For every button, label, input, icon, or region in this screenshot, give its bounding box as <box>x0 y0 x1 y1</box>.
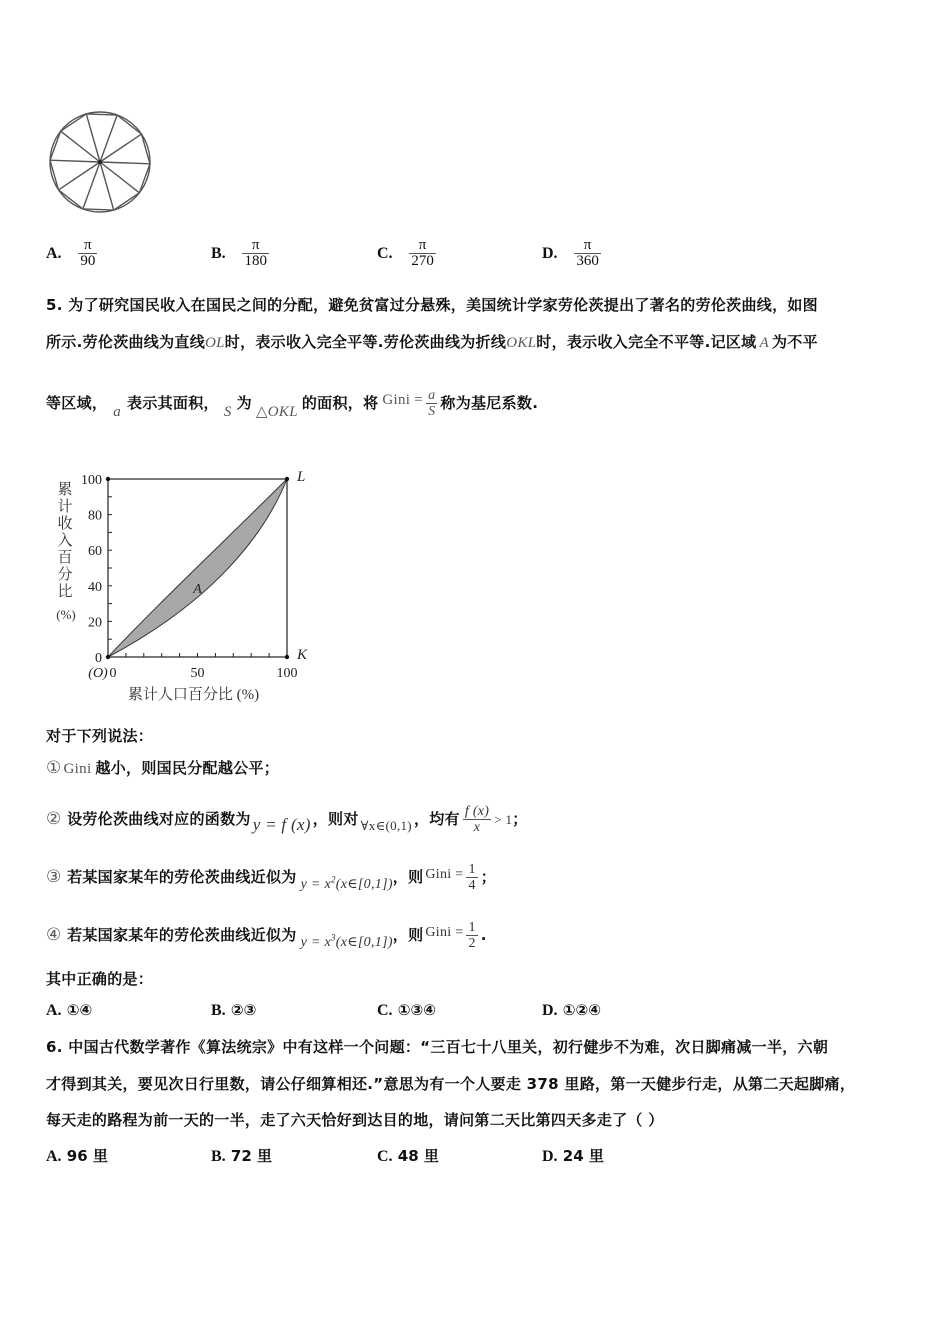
svg-text:收: 收 <box>57 516 73 532</box>
svg-text:100: 100 <box>81 473 102 488</box>
q5-option-a[interactable]: A. ①④ <box>46 1001 93 1019</box>
circle-figure <box>46 108 156 218</box>
gini-fraction: $\frac{a}{S}$ <box>428 388 436 419</box>
q6-line-3: 每天走的路程为前一天的一半，走了六天恰好到达目的地，请问第二天比第四天多走了（ ） <box>46 1111 664 1129</box>
svg-text:20: 20 <box>88 615 102 631</box>
q5-option-d[interactable]: D. ①②④ <box>542 1001 601 1019</box>
svg-text:累: 累 <box>57 482 73 498</box>
fraction: $\frac{\pi}{90}$ <box>80 237 96 269</box>
q4-option-c[interactable]: C. $\frac{\pi}{270}$ <box>377 237 434 269</box>
svg-text:60: 60 <box>88 544 102 560</box>
fraction: $\frac{\pi}{270}$ <box>411 237 434 269</box>
fraction: $\frac{1}{4}$ <box>468 862 476 893</box>
svg-text:分: 分 <box>57 567 73 583</box>
svg-text:100: 100 <box>276 666 298 681</box>
q4-option-b[interactable]: B. $\frac{\pi}{180}$ <box>211 237 267 269</box>
q5-prompt: 对于下列说法： <box>46 727 154 745</box>
svg-text:累计人口百分比 (%): 累计人口百分比 (%) <box>127 687 260 703</box>
q6-option-b[interactable]: B. 72 里 <box>211 1147 273 1165</box>
svg-text:L: L <box>297 469 306 485</box>
statement-3: ③ 若某国家某年的劳伦茨曲线近似为 $y = x^2(x\in[0,1])$，则 Gini = $\frac{1}{4}$ ； <box>46 862 497 893</box>
q6-option-c[interactable]: C. 48 里 <box>377 1147 439 1165</box>
svg-text:计: 计 <box>57 499 73 515</box>
svg-text:入: 入 <box>57 533 73 549</box>
fraction: $\frac{\pi}{180}$ <box>244 237 267 269</box>
statement-4: ④ 若某国家某年的劳伦茨曲线近似为 $y = x^3(x\in[0,1])$，则 Gini = $\frac{1}{2}$ . <box>46 920 487 951</box>
svg-text:50: 50 <box>190 666 205 681</box>
q4-option-d[interactable]: D. $\frac{\pi}{360}$ <box>542 237 599 269</box>
q5-line-1: 5. 为了研究国民收入在国民之间的分配，避免贫富过分悬殊，美国统计学家劳伦茨提出了著名的劳伦茨曲线，如图 <box>46 296 818 314</box>
fraction: $\frac{\pi}{360}$ <box>576 237 599 269</box>
q5-line-2: 所示.劳伦茨曲线为直线OL时，表示收入完全平等.劳伦茨曲线为折线OKL时，表示收入完全不平等.记区域 A 为不平 <box>46 333 818 351</box>
q5-line-3: 等区域， a 表示其面积， S 为 △OKL 的面积，将 Gini = $\frac{a}{S}$ 称为基尼系数. <box>46 388 539 420</box>
svg-text:A: A <box>193 581 202 597</box>
svg-text:(O): (O) <box>88 666 108 681</box>
fraction: $\frac{1}{2}$ <box>468 920 476 951</box>
svg-text:0: 0 <box>95 651 102 666</box>
q6-option-d[interactable]: D. 24 里 <box>542 1147 604 1165</box>
q6-line-1: 6. 中国古代数学著作《算法统宗》中有这样一个问题：“三百七十八里关，初行健步不为难，次日脚痛减一半，六朝 <box>46 1038 829 1056</box>
svg-text:40: 40 <box>88 579 102 595</box>
svg-text:百: 百 <box>57 550 73 566</box>
svg-text:比: 比 <box>57 584 73 600</box>
svg-text:0: 0 <box>109 666 117 681</box>
svg-text:K: K <box>297 647 308 663</box>
q4-option-a[interactable]: A. $\frac{\pi}{90}$ <box>46 237 96 269</box>
q5-option-b[interactable]: B. ②③ <box>211 1001 257 1019</box>
q6-line-2: 才得到其关，要见次日行里数，请公仔细算相还.”意思为有一个人要走 378 里路，第一天健步行走，从第二天起脚痛， <box>46 1075 856 1093</box>
q5-option-c[interactable]: C. ①③④ <box>377 1001 436 1019</box>
lorenz-chart <box>40 462 330 710</box>
svg-text:(%): (%) <box>56 607 76 622</box>
q6-option-a[interactable]: A. 96 里 <box>46 1147 108 1165</box>
statement-1: ① Gini 越小，则国民分配越公平； <box>46 758 280 777</box>
q5-correct-prompt: 其中正确的是： <box>46 970 154 988</box>
svg-text:80: 80 <box>88 508 102 524</box>
statement-2: ② 设劳伦茨曲线对应的函数为 y = f (x) ，则对 ∀x∈(0,1) ，均有 $\frac{f (x)}{x}$ > 1； <box>46 804 528 835</box>
fraction: $\frac{f (x)}{x}$ <box>464 804 490 835</box>
